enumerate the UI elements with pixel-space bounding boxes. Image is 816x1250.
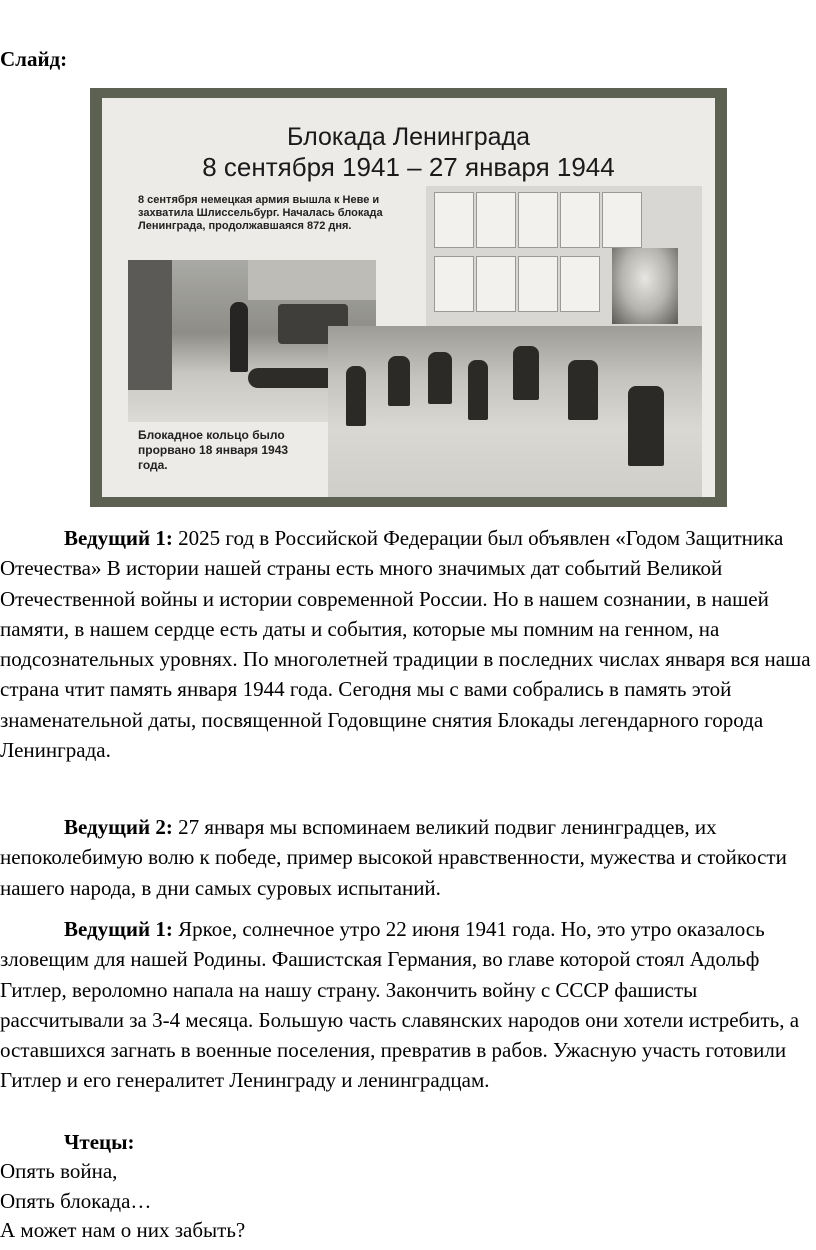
building-shape bbox=[128, 260, 172, 390]
diary-page bbox=[518, 256, 558, 312]
building-shape bbox=[248, 260, 376, 300]
page-heading: Слайд: bbox=[0, 47, 68, 71]
speaker-label: Ведущий 1: bbox=[64, 526, 173, 550]
figure-shape bbox=[513, 346, 539, 400]
diary-photo bbox=[426, 186, 702, 326]
paragraph-text: 2025 год в Российской Федерации был объявлен «Годом Защитника Отечества» В истории нашей страны есть много значимых дат событий Великой Отечественной войны и истории современной России. Но в нашем сознании, в нашей памяти, в нашем сердце есть даты и события, которые мы помним на генном, на подсознательных уровнях. По многолетней традиции в последних числах января вся наша страна чтит память января 1944 года. Сегодня мы с вами собрались в память этой знаменательной даты, посвященной Годовщине снятия Блокады легендарного города Ленинграда. bbox=[0, 526, 811, 763]
paragraph-3 bbox=[0, 914, 816, 1096]
figure-shape bbox=[388, 356, 410, 406]
poem-line: Опять война, bbox=[0, 1159, 118, 1183]
slide-title bbox=[102, 122, 715, 182]
readers-label: Чтецы: bbox=[64, 1130, 135, 1154]
figure-shape bbox=[568, 360, 598, 420]
speaker-label: Ведущий 1: bbox=[64, 917, 173, 941]
speaker-label: Ведущий 2: bbox=[64, 815, 173, 839]
poem-line: А может нам о них забыть? bbox=[0, 1218, 246, 1242]
water-line-photo bbox=[328, 326, 702, 497]
figure-shape bbox=[346, 366, 366, 426]
figure-shape bbox=[428, 352, 452, 404]
paragraph-text: Яркое, солнечное утро 22 июня 1941 года. Но, это утро оказалось зловещим для нашей Родины. Фашистская Германия, во главе которой стоял Адольф Гитлер, вероломно напала на нашу страну. Закончить войну с СССР фашисты рассчитывали за 3-4 месяца. Большую часть славянских народов они хотели истребить, а оставшихся загнать в военные поселения, превратив в рабов. Ужасную участь готовили Гитлер и его генералитет Ленинграду и ленинградцам. bbox=[0, 917, 800, 1093]
diary-page bbox=[476, 192, 516, 248]
diary-page bbox=[434, 192, 474, 248]
paragraph-text: 27 января мы вспоминаем великий подвиг ленинградцев, их непоколебимую волю к победе, пример высокой нравственности, мужества и стойкости нашего народа, в дни самых суровых испытаний. bbox=[0, 815, 787, 900]
diary-page bbox=[518, 192, 558, 248]
slide-title-line1: Блокада Ленинграда bbox=[286, 123, 531, 151]
diary-page bbox=[434, 256, 474, 312]
diary-page bbox=[560, 256, 600, 312]
slide-image bbox=[90, 88, 727, 507]
diary-page bbox=[560, 192, 600, 248]
slide-canvas bbox=[102, 98, 715, 497]
paragraph-1 bbox=[0, 523, 816, 765]
paragraph-2 bbox=[0, 812, 816, 903]
slide-note-bottom: Блокадное кольцо было прорвано 18 января 1943 года. bbox=[138, 428, 289, 472]
diary-page bbox=[602, 192, 642, 248]
figure-shape bbox=[468, 360, 488, 420]
diary-page bbox=[476, 256, 516, 312]
slide-title-line2: 8 сентября 1941 – 27 января 1944 bbox=[202, 152, 615, 182]
figure-shape bbox=[230, 302, 248, 372]
poem-line: Опять блокада… bbox=[0, 1189, 152, 1213]
girl-portrait bbox=[612, 248, 678, 324]
slide-note-top: 8 сентября немецкая армия вышла к Неве и захватила Шлиссельбург. Началась блокада Ленинграда, продолжавшаяся 872 дня. bbox=[138, 194, 383, 232]
figure-shape bbox=[628, 386, 664, 466]
